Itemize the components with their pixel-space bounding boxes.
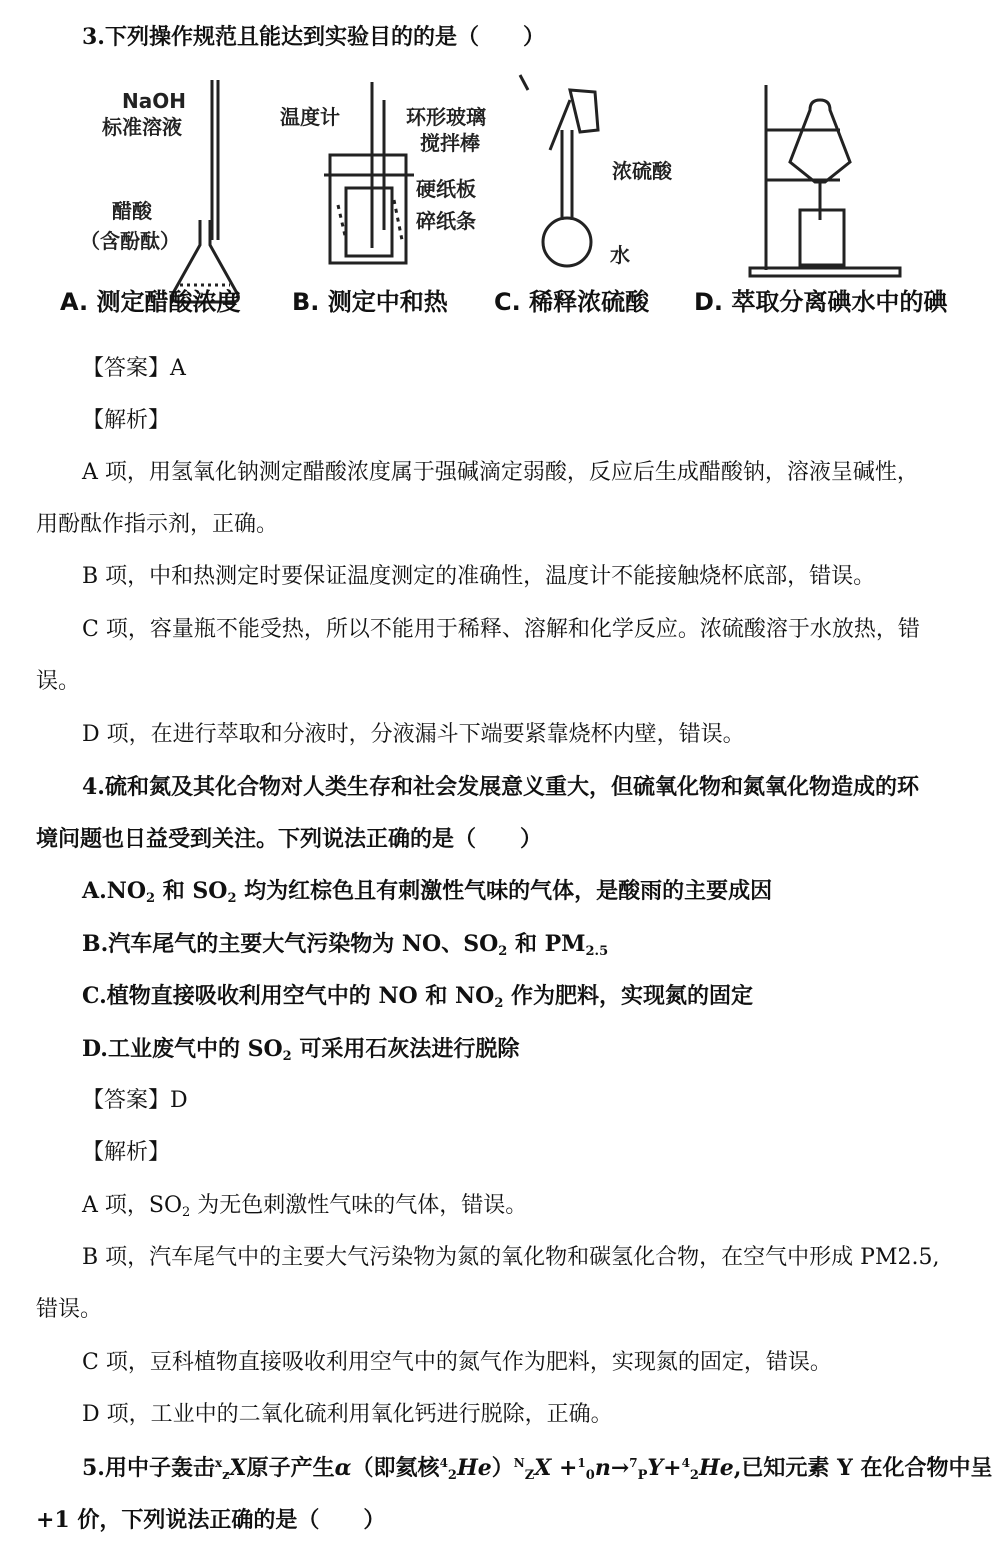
q5-stem-text-1: 5.用中子轰击 — [82, 1455, 215, 1481]
q4-option-c-text-1: C.植物直接吸收利用空气中的 NO 和 NO — [82, 983, 495, 1009]
q4-option-b — [82, 929, 608, 959]
q4-option-c-text-2: 作为肥料，实现氮的固定 — [503, 983, 754, 1009]
q3-analysis-a2: 用酚酞作指示剂，正确。 — [36, 512, 279, 537]
q5-stem-text-2: 原子产生 — [246, 1455, 335, 1481]
b-stirrer-top: 环形玻璃 — [406, 105, 486, 129]
q4-option-b-sub-2: 2.5 — [585, 944, 609, 959]
q4-option-d-text-2: 可采用石灰法进行脱除 — [291, 1036, 520, 1062]
q4-option-b-text-1: B.汽车尾气的主要大气污染物为 NO、SO — [82, 931, 499, 957]
q4-stem-1: 4.硫和氮及其化合物对人类生存和社会发展意义重大，但硫氧化物和氮氧化物造成的环 — [82, 774, 919, 800]
q5-plus-1: + — [551, 1455, 578, 1481]
separatory-funnel-apparatus — [750, 85, 900, 276]
q4-analysis-b1: B 项，汽车尾气中的主要大气污染物为氮的氧化物和碳氢化合物，在空气中形成 PM2.5, — [82, 1245, 940, 1270]
q5-he1-mass: 4 — [439, 1456, 448, 1470]
q4-analysis-d: D 项，工业中的二氧化硫利用氧化钙进行脱除，正确。 — [82, 1402, 613, 1427]
q5-x1-number: z — [222, 1468, 230, 1483]
b-scraps: 碎纸条 — [416, 209, 476, 233]
q3-analysis-a1: A 项，用氢氧化钠测定醋酸浓度属于强碱滴定弱酸，反应后生成醋酸钠，溶液呈碱性， — [82, 460, 919, 485]
b-board: 硬纸板 — [416, 177, 476, 201]
volumetric-flask-apparatus — [520, 75, 598, 266]
q5-x2-mass: N — [513, 1456, 525, 1470]
q3-answer: 【答案】A — [82, 356, 186, 381]
q4-option-d-sub-1: 2 — [282, 1049, 292, 1064]
q5-stem-text-3: （即氦核 — [351, 1455, 440, 1481]
q4-analysis-title: 【解析】 — [82, 1140, 171, 1165]
q4-option-a-text-2: 和 SO — [155, 878, 228, 904]
q4-option-a-sub-1: 2 — [146, 891, 156, 906]
q3-analysis-title: 【解析】 — [82, 408, 171, 433]
a-flask-bottom: （含酚酞） — [80, 229, 180, 253]
q5-stem-text-4: ） — [491, 1455, 514, 1481]
caption-b: B. 测定中和热 — [292, 288, 448, 316]
q4-option-a — [82, 876, 772, 906]
q5-stem-text-5: ,已知元素 Y 在化合物中呈 — [733, 1455, 993, 1481]
c-water: 水 — [610, 243, 630, 267]
q4-analysis-a-sub: 2 — [182, 1205, 191, 1220]
caption-d: D. 萃取分离碘水中的碘 — [694, 288, 948, 316]
b-stirrer-bottom: 搅拌棒 — [420, 131, 480, 155]
q4-option-c-sub-1: 2 — [494, 996, 504, 1011]
q5-he1-number: 2 — [447, 1468, 457, 1483]
q4-option-d-text-1: D.工业废气中的 SO — [82, 1036, 283, 1062]
apparatus-diagram — [50, 70, 970, 325]
q5-stem-1 — [82, 1453, 992, 1483]
q4-option-a-text-3: 均为红棕色且有刺激性气味的气体，是酸雨的主要成因 — [236, 878, 773, 904]
q3-analysis-c2: 误。 — [36, 669, 81, 694]
q5-n-number: 0 — [585, 1468, 595, 1483]
q4-answer: 【答案】D — [82, 1088, 188, 1113]
q4-option-b-text-2: 和 PM — [507, 931, 586, 957]
a-reagent-bottom: 标准溶液 — [102, 115, 182, 139]
q5-y: Y — [647, 1455, 664, 1481]
q3-analysis-c1: C 项，容量瓶不能受热，所以不能用于稀释、溶解和化学反应。浓硫酸溶于水放热，错 — [82, 617, 920, 642]
q5-x2-number: Z — [524, 1468, 535, 1483]
b-thermometer: 温度计 — [280, 105, 340, 129]
q5-he2-mass: 4 — [681, 1456, 690, 1470]
a-flask-top: 醋酸 — [112, 199, 152, 223]
q5-he2-number: 2 — [689, 1468, 699, 1483]
q3-stem: 3.下列操作规范且能达到实验目的的是（ ） — [82, 24, 545, 50]
q5-y-number: P — [637, 1468, 648, 1483]
q3-analysis-b: B 项，中和热测定时要保证温度测定的准确性，温度计不能接触烧杯底部，错误。 — [82, 564, 876, 589]
a-reagent-top: NaOH — [122, 89, 186, 113]
q4-option-c — [82, 981, 753, 1011]
q5-n-mass: 1 — [577, 1456, 586, 1470]
q5-neutron: n — [594, 1455, 611, 1481]
q3-figure — [50, 70, 970, 325]
c-acid: 浓硫酸 — [612, 159, 672, 183]
q5-x1: X — [229, 1455, 247, 1481]
q4-analysis-a-text-2: 为无色刺激性气味的气体，错误。 — [190, 1193, 528, 1218]
q4-option-a-sub-2: 2 — [227, 891, 237, 906]
q4-stem-2: 境问题也日益受到关注。下列说法正确的是（ ） — [36, 826, 543, 852]
q5-he1: He — [456, 1455, 492, 1481]
q5-he2: He — [698, 1455, 734, 1481]
q4-analysis-a-text-1: A 项，SO — [82, 1193, 182, 1218]
q5-stem-2: +1 价，下列说法正确的是（ ） — [36, 1507, 386, 1533]
caption-c: C. 稀释浓硫酸 — [494, 288, 650, 316]
q5-y-mass: 7 — [629, 1456, 638, 1470]
titration-apparatus — [172, 80, 239, 302]
q4-option-a-text-1: A.NO — [82, 878, 147, 904]
q5-x2: X — [534, 1455, 552, 1481]
q4-option-d — [82, 1034, 519, 1064]
q4-analysis-a — [82, 1191, 527, 1221]
q4-analysis-c: C 项，豆科植物直接吸收利用空气中的氮气作为肥料，实现氮的固定，错误。 — [82, 1350, 832, 1375]
q4-option-b-sub-1: 2 — [498, 944, 508, 959]
q3-analysis-d: D 项，在进行萃取和分液时，分液漏斗下端要紧靠烧杯内壁，错误。 — [82, 722, 745, 747]
q5-x1-mass: x — [214, 1456, 223, 1470]
caption-a: A. 测定醋酸浓度 — [60, 288, 241, 316]
q5-arrow: → — [610, 1455, 630, 1481]
q5-alpha: α — [334, 1455, 352, 1481]
q4-analysis-b2: 错误。 — [36, 1297, 103, 1322]
q5-plus-2: + — [663, 1455, 682, 1481]
